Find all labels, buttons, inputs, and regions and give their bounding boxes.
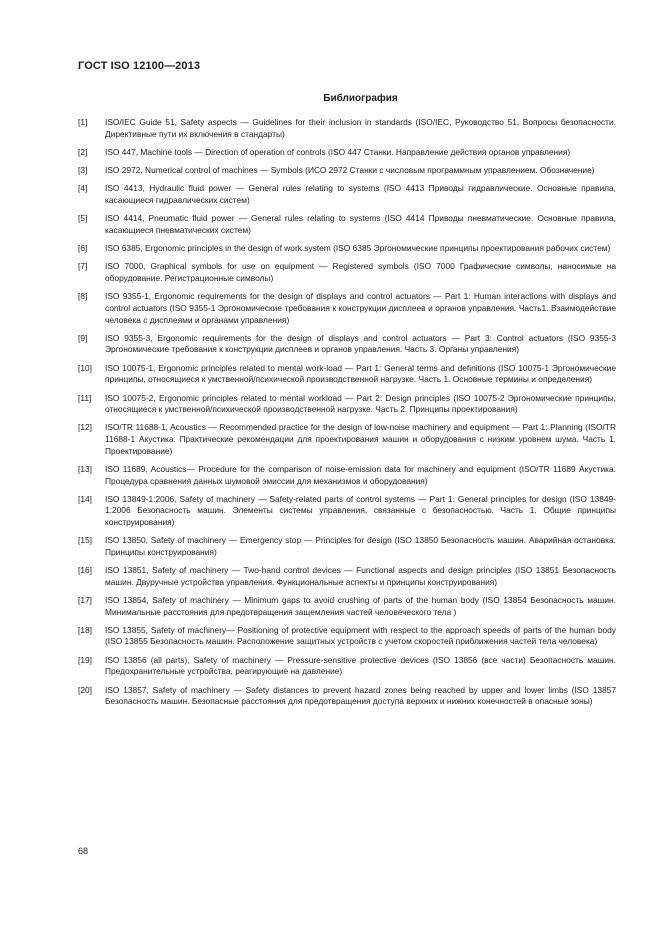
- reference-item: [78, 685, 616, 708]
- page-number: 68: [78, 846, 89, 856]
- reference-text: ISO 13855, Safety of machinery— Positioning of protective equipment with respect to the approach speeds of parts of the human body (ISO 13855 Безопасность машин. Расположение защитных устройств с учетом скоростей приближения частей тела человека): [105, 624, 616, 647]
- reference-item: [78, 117, 616, 140]
- page-title: [0, 93, 661, 104]
- reference-text: ISO 13854, Safety of machinery — Minimum gaps to avoid crushing of parts of the human body (ISO 13854 Безопасность машин. Минимальные расстояния для предотвращения защемления частей человеческого тела ): [105, 595, 616, 617]
- reference-item: [78, 243, 616, 255]
- document-header: ГОСТ ISO 12100—2013: [78, 60, 201, 72]
- reference-text: ISO 10075-2, Ergonomic principles related to mental workload — Part 2: Design principles (ISO 10075-2 Эргономические принципы, относящиеся к умственной/психической производственной нагрузке. Часть 2. Принципы проектирования): [105, 392, 616, 415]
- reference-text: ISO/IEC Guide 51, Safety aspects — Guidelines for their inclusion in standards (ISO/IEC, Руководство 51. Вопросы безопасности. Директивные пути их включения в стандарты): [105, 117, 616, 139]
- reference-text: ISO 13849-1:2006, Safety of machinery — Safety-related parts of control systems — Part 1: General principles for design (ISO 13849-1:2006 Безопасность машин. Элементы системы управления, связанные с безопасностью. Часть 1. Общие принципы конструирования): [105, 493, 616, 527]
- reference-text: ISO 4413, Hydraulic fluid power — General rules relating to systems (ISO 4413 Приводы гидравлические. Основные правила, касающиеся гидравлических систем): [105, 183, 616, 206]
- reference-list: [78, 117, 616, 715]
- reference-item: [78, 595, 616, 618]
- reference-number: [8]: [78, 291, 88, 302]
- reference-number: [13]: [78, 463, 92, 474]
- reference-item: [78, 363, 616, 386]
- reference-item: [78, 165, 616, 177]
- reference-item: [78, 655, 616, 678]
- reference-item: [78, 565, 616, 588]
- reference-number: [7]: [78, 261, 88, 272]
- reference-text: ISO 447, Machine tools — Direction of operation of controls (ISO 447 Станки. Направление действия органов управления): [105, 146, 571, 157]
- bibliography-title: Библиография: [323, 93, 398, 104]
- reference-item: [78, 625, 616, 648]
- reference-number: [20]: [78, 684, 92, 695]
- reference-number: [11]: [78, 392, 92, 403]
- reference-item: [78, 464, 616, 487]
- reference-text: ISO 4414, Pneumatic fluid power — General rules relating to systems (ISO 4414 Приводы пневматические. Основные правила, касающиеся пневматических систем): [105, 213, 616, 235]
- reference-item: [78, 291, 616, 326]
- reference-text: ISO 13856 (all parts), Safety of machinery — Pressure-sensitive protective devices (ISO 13856 (все части) Безопасность машин. Предохранительные устройства, реагирующие на давление): [105, 654, 616, 677]
- reference-number: [9]: [78, 332, 88, 343]
- reference-text: ISO 11689, Acoustics— Procedure for the comparison of noise-emission data for machinery and equipment (ISO/TR 11689 Акустика. Процедура сравнения данных шумовой эмиссии для механизмов и оборудования): [105, 463, 616, 486]
- reference-number: [2]: [78, 146, 88, 157]
- reference-text: ISO 2972, Numerical control of machines — Symbols (ИСО 2972 Станки с числовым программным управлением. Обозначение): [105, 165, 595, 176]
- reference-number: [19]: [78, 654, 92, 665]
- reference-text: ISO 13851, Safety of machinery — Two-hand control devices — Functional aspects and design principles (ISO 13851 Безопасность машин. Двуручные устройства управления. Функциональные аспекты и принципы конструирования): [105, 565, 616, 587]
- reference-number: [14]: [78, 493, 92, 504]
- reference-number: [3]: [78, 165, 88, 176]
- reference-item: [78, 213, 616, 236]
- reference-text: ISO 13850, Safety of machinery — Emergency stop — Principles for design (ISO 13850 Безопасность машин. Аварийная остановка. Принципы конструирования): [105, 535, 616, 557]
- reference-number: [5]: [78, 213, 88, 224]
- reference-text: ISO 10075-1, Ergonomic principles related to mental work-load — Part 1: General terms and definitions (ISO 10075-1 Эргономические принципы, относящиеся к умственной/психической производственной нагрузке. Часть 1. Основные термины и определения): [105, 362, 616, 385]
- reference-item: [78, 494, 616, 529]
- reference-text: ISO 9355-1, Ergonomic requirements for the design of displays and control actuators — Part 1: Human interactions with displays and control actuators (ISO 9355-1 Эргономические требования к конструкции дисплеев и органов управления. Часть1. Взаимодействие человека с дисплеями и органами управления): [105, 291, 616, 325]
- reference-number: [15]: [78, 535, 92, 546]
- reference-number: [16]: [78, 565, 92, 576]
- reference-item: [78, 333, 616, 356]
- reference-item: [78, 393, 616, 416]
- reference-number: [12]: [78, 422, 92, 433]
- reference-number: [4]: [78, 183, 88, 194]
- reference-number: [1]: [78, 117, 88, 127]
- reference-text: ISO 9355-3, Ergonomic requirements for the design of displays and control actuators — Part 3: Control actuators (ISO 9355-3 Эргономические требования к конструкции дисплеев и органов управления. Часть 3. Органы управления): [105, 332, 616, 355]
- reference-item: [78, 183, 616, 206]
- reference-text: ISO 7000, Graphical symbols for use on equipment — Registered symbols (ISO 7000 Графические символы, наносимые на оборудование. Регистрационные символы): [105, 261, 616, 284]
- reference-number: [17]: [78, 595, 92, 605]
- reference-number: [6]: [78, 243, 88, 254]
- reference-text: ISO/TR 11688-1, Acoustics — Recommended practice for the design of low-noise machinery and equipment — Part 1: Planning (ISO/TR 11688-1 Акустика. Практические рекомендации для проектирования машин и оборудования с низким уровнем шума. Часть 1. Проектирование): [105, 422, 616, 456]
- reference-text: ISO 13857, Safety of machinery — Safety distances to prevent hazard zones being reached by upper and lower limbs (ISO 13857 Безопасность машин. Безопасные расстояния для предотвращения доступа верхних и нижних конечностей в опасные зоны): [105, 684, 616, 707]
- reference-text: ISO 6385, Ergonomic principles in the design of work system (ISO 6385 Эргономические принципы проектирования рабочих систем): [105, 243, 611, 254]
- reference-number: [18]: [78, 624, 92, 635]
- reference-item: [78, 422, 616, 457]
- reference-number: [10]: [78, 362, 92, 373]
- reference-item: [78, 261, 616, 284]
- reference-item: [78, 147, 616, 159]
- reference-item: [78, 535, 616, 558]
